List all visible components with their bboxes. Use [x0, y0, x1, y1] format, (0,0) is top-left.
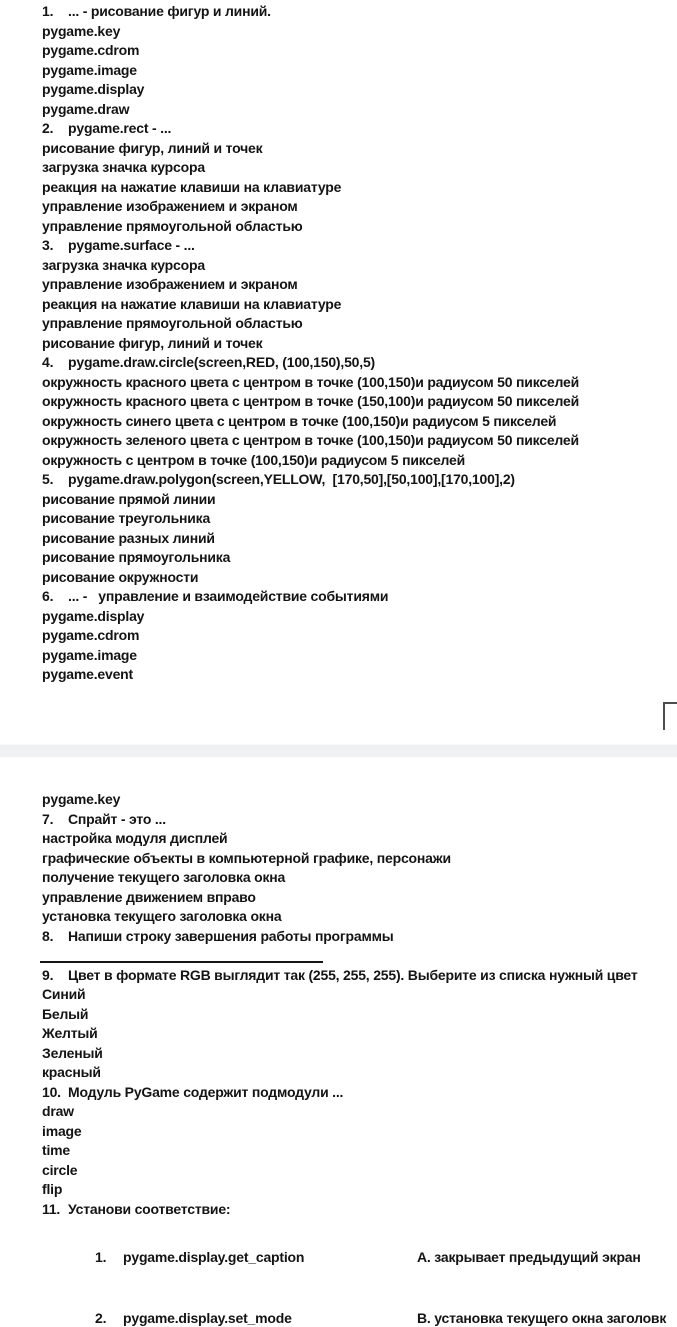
- question-number: 9.: [42, 966, 54, 983]
- question-heading: [42, 470, 677, 490]
- document-page-2: [0, 757, 677, 1327]
- question-heading: [42, 1200, 677, 1220]
- answer-option-text: установка текущего заголовка окна: [42, 908, 282, 924]
- question-number: 10.: [42, 1083, 61, 1100]
- answer-option-text: загрузка значка курсора: [42, 159, 205, 175]
- answer-option-text: pygame.image: [42, 646, 137, 663]
- answer-option: [42, 334, 677, 354]
- question-text: Модуль PyGame содержит подмодули ...: [68, 1083, 344, 1100]
- answer-option: [42, 275, 677, 295]
- question-text: pygame.draw.polygon(screen,YELLOW, [170,50],[50,100],[170,100],2): [68, 471, 515, 487]
- answer-option: [42, 1005, 677, 1025]
- answer-option-text: pygame.image: [42, 61, 137, 78]
- question-number: 3.: [42, 237, 54, 253]
- answer-option-text: управление изображением и экраном: [42, 198, 298, 214]
- answer-option: [42, 100, 677, 120]
- answer-option: [42, 665, 677, 685]
- answer-option: [42, 412, 677, 432]
- question-text: ... - рисование фигур и линий.: [68, 3, 271, 19]
- question-text: Установи соответствие:: [68, 1200, 231, 1217]
- answer-option: [42, 314, 677, 334]
- answer-option-text: управление изображением и экраном: [42, 276, 298, 292]
- answer-option-text: circle: [42, 1161, 78, 1178]
- answer-option-text: реакция на нажатие клавиши на клавиатуре: [42, 295, 342, 312]
- answer-option: [42, 158, 677, 178]
- matching-row: [42, 1309, 677, 1327]
- question-text: pygame.rect - ...: [68, 120, 172, 136]
- answer-option: [42, 868, 677, 888]
- answer-option: [42, 431, 677, 451]
- question-heading: [42, 353, 677, 373]
- question-text: Цвет в формате RGB выглядит так (255, 255, 255). Выберите из списка нужный цвет: [68, 966, 638, 983]
- matching-row-number: 1.: [95, 1249, 107, 1265]
- answer-option: [42, 392, 677, 412]
- answer-option-text: окружность красного цвета с центром в точке (150,100)и радиусом 50 пикселей: [42, 393, 580, 409]
- question-heading: [42, 2, 677, 22]
- answer-option: [42, 41, 677, 61]
- answer-option-text: получение текущего заголовка окна: [42, 869, 286, 885]
- answer-option: [42, 849, 677, 869]
- matching-left-item: pygame.display.set_mode: [123, 1309, 292, 1326]
- question-number: 4.: [42, 354, 54, 370]
- answer-option: [42, 490, 677, 510]
- page-break-gap: [0, 744, 677, 757]
- answer-option-text: pygame.key: [42, 791, 121, 807]
- page-2-content: [0, 757, 677, 1327]
- answer-option: [42, 568, 677, 588]
- answer-option: [42, 607, 677, 627]
- answer-option-text: управление прямоугольной областью: [42, 217, 303, 234]
- answer-option: [42, 61, 677, 81]
- answer-option: [42, 626, 677, 646]
- answer-option: [42, 80, 677, 100]
- question-number: 5.: [42, 471, 54, 487]
- answer-option: [42, 1180, 677, 1200]
- question-number: 8.: [42, 927, 54, 944]
- answer-option: [42, 1024, 677, 1044]
- answer-option: [42, 790, 677, 810]
- answer-option: [42, 217, 677, 237]
- question-text: pygame.draw.circle(screen,RED, (100,150),50,5): [68, 354, 375, 370]
- answer-option-text: управление движением вправо: [42, 888, 256, 905]
- answer-option-text: управление прямоугольной областью: [42, 315, 303, 331]
- answer-option-text: красный: [42, 1064, 101, 1080]
- answer-option-text: time: [42, 1142, 70, 1158]
- answer-option: [42, 1044, 677, 1064]
- answer-option-text: pygame.event: [42, 666, 133, 682]
- answer-option: [42, 22, 677, 42]
- answer-option: [42, 295, 677, 315]
- answer-option: [42, 907, 677, 927]
- question-text: Спрайт - это ...: [68, 810, 166, 827]
- answer-option: [42, 197, 677, 217]
- page-corner-mark-top: [663, 702, 677, 730]
- answer-option: [42, 985, 677, 1005]
- answer-option-text: рисование фигур, линий и точек: [42, 334, 263, 351]
- answer-option: [42, 1063, 677, 1083]
- answer-option-text: окружность зеленого цвета с центром в точке (100,150)и радиусом 50 пикселей: [42, 432, 579, 448]
- answer-option: [42, 451, 677, 471]
- answer-option-text: pygame.draw: [42, 100, 130, 117]
- question-heading: [42, 966, 677, 986]
- answer-option-text: Синий: [42, 986, 86, 1002]
- answer-blank-underline: [40, 961, 323, 963]
- answer-option: [42, 1102, 677, 1122]
- answer-option-text: окружность с центром в точке (100,150)и радиусом 5 пикселей: [42, 451, 466, 468]
- answer-option-text: Зеленый: [42, 1044, 103, 1061]
- answer-option-text: рисование разных линий: [42, 529, 215, 546]
- answer-option-text: рисование фигур, линий и точек: [42, 139, 263, 156]
- answer-option: [42, 1122, 677, 1142]
- answer-blank-line: [42, 946, 677, 966]
- answer-option-text: pygame.key: [42, 22, 121, 39]
- answer-option-text: pygame.cdrom: [42, 627, 140, 643]
- answer-option-text: рисование прямоугольника: [42, 549, 231, 565]
- answer-option: [42, 256, 677, 276]
- answer-option: [42, 548, 677, 568]
- answer-option: [42, 373, 677, 393]
- answer-option-text: image: [42, 1122, 82, 1139]
- answer-option-text: рисование прямой линии: [42, 490, 216, 507]
- matching-exercise: [42, 1248, 677, 1327]
- question-text: ... - управление и взаимодействие событиями: [68, 588, 389, 604]
- question-heading: [42, 119, 677, 139]
- question-heading: [42, 1083, 677, 1103]
- answer-option-text: draw: [42, 1103, 74, 1119]
- answer-option: [42, 829, 677, 849]
- answer-option: [42, 1161, 677, 1181]
- question-heading: [42, 927, 677, 947]
- matching-right-item: В. установка текущего окна заголовк: [417, 1309, 667, 1326]
- question-heading: [42, 587, 677, 607]
- question-number: 11.: [42, 1200, 61, 1217]
- answer-option-text: окружность синего цвета с центром в точке (100,150)и радиусом 5 пикселей: [42, 412, 557, 429]
- answer-option-text: pygame.display: [42, 81, 145, 97]
- matching-row-number: 2.: [95, 1309, 107, 1326]
- question-heading: [42, 810, 677, 830]
- matching-row: [42, 1248, 677, 1268]
- question-number: 6.: [42, 588, 54, 604]
- question-number: 7.: [42, 810, 54, 827]
- answer-option-text: реакция на нажатие клавиши на клавиатуре: [42, 178, 342, 195]
- matching-right-item: А. закрывает предыдущий экран: [417, 1249, 641, 1265]
- answer-option-text: Белый: [42, 1005, 89, 1022]
- answer-option-text: рисование окружности: [42, 568, 199, 585]
- answer-option: [42, 509, 677, 529]
- answer-option: [42, 139, 677, 159]
- question-number: 2.: [42, 120, 54, 136]
- answer-option-text: pygame.display: [42, 607, 145, 624]
- answer-option: [42, 888, 677, 908]
- answer-option-text: pygame.cdrom: [42, 42, 140, 58]
- matching-left-item: pygame.display.get_caption: [123, 1249, 305, 1265]
- answer-option: [42, 178, 677, 198]
- answer-option-text: загрузка значка курсора: [42, 256, 205, 273]
- answer-option-text: рисование треугольника: [42, 510, 211, 526]
- answer-option-text: flip: [42, 1181, 63, 1197]
- question-number: 1.: [42, 3, 54, 19]
- answer-option-text: Желтый: [42, 1025, 98, 1041]
- answer-option: [42, 1141, 677, 1161]
- answer-option: [42, 646, 677, 666]
- answer-option: [42, 529, 677, 549]
- answer-option-text: графические объекты в компьютерной графике, персонажи: [42, 849, 451, 866]
- answer-option-text: настройка модуля дисплей: [42, 830, 228, 846]
- answer-option-text: окружность красного цвета с центром в точке (100,150)и радиусом 50 пикселей: [42, 373, 580, 390]
- question-text: Напиши строку завершения работы программы: [68, 927, 394, 944]
- question-heading: [42, 236, 677, 256]
- question-text: pygame.surface - ...: [68, 237, 195, 253]
